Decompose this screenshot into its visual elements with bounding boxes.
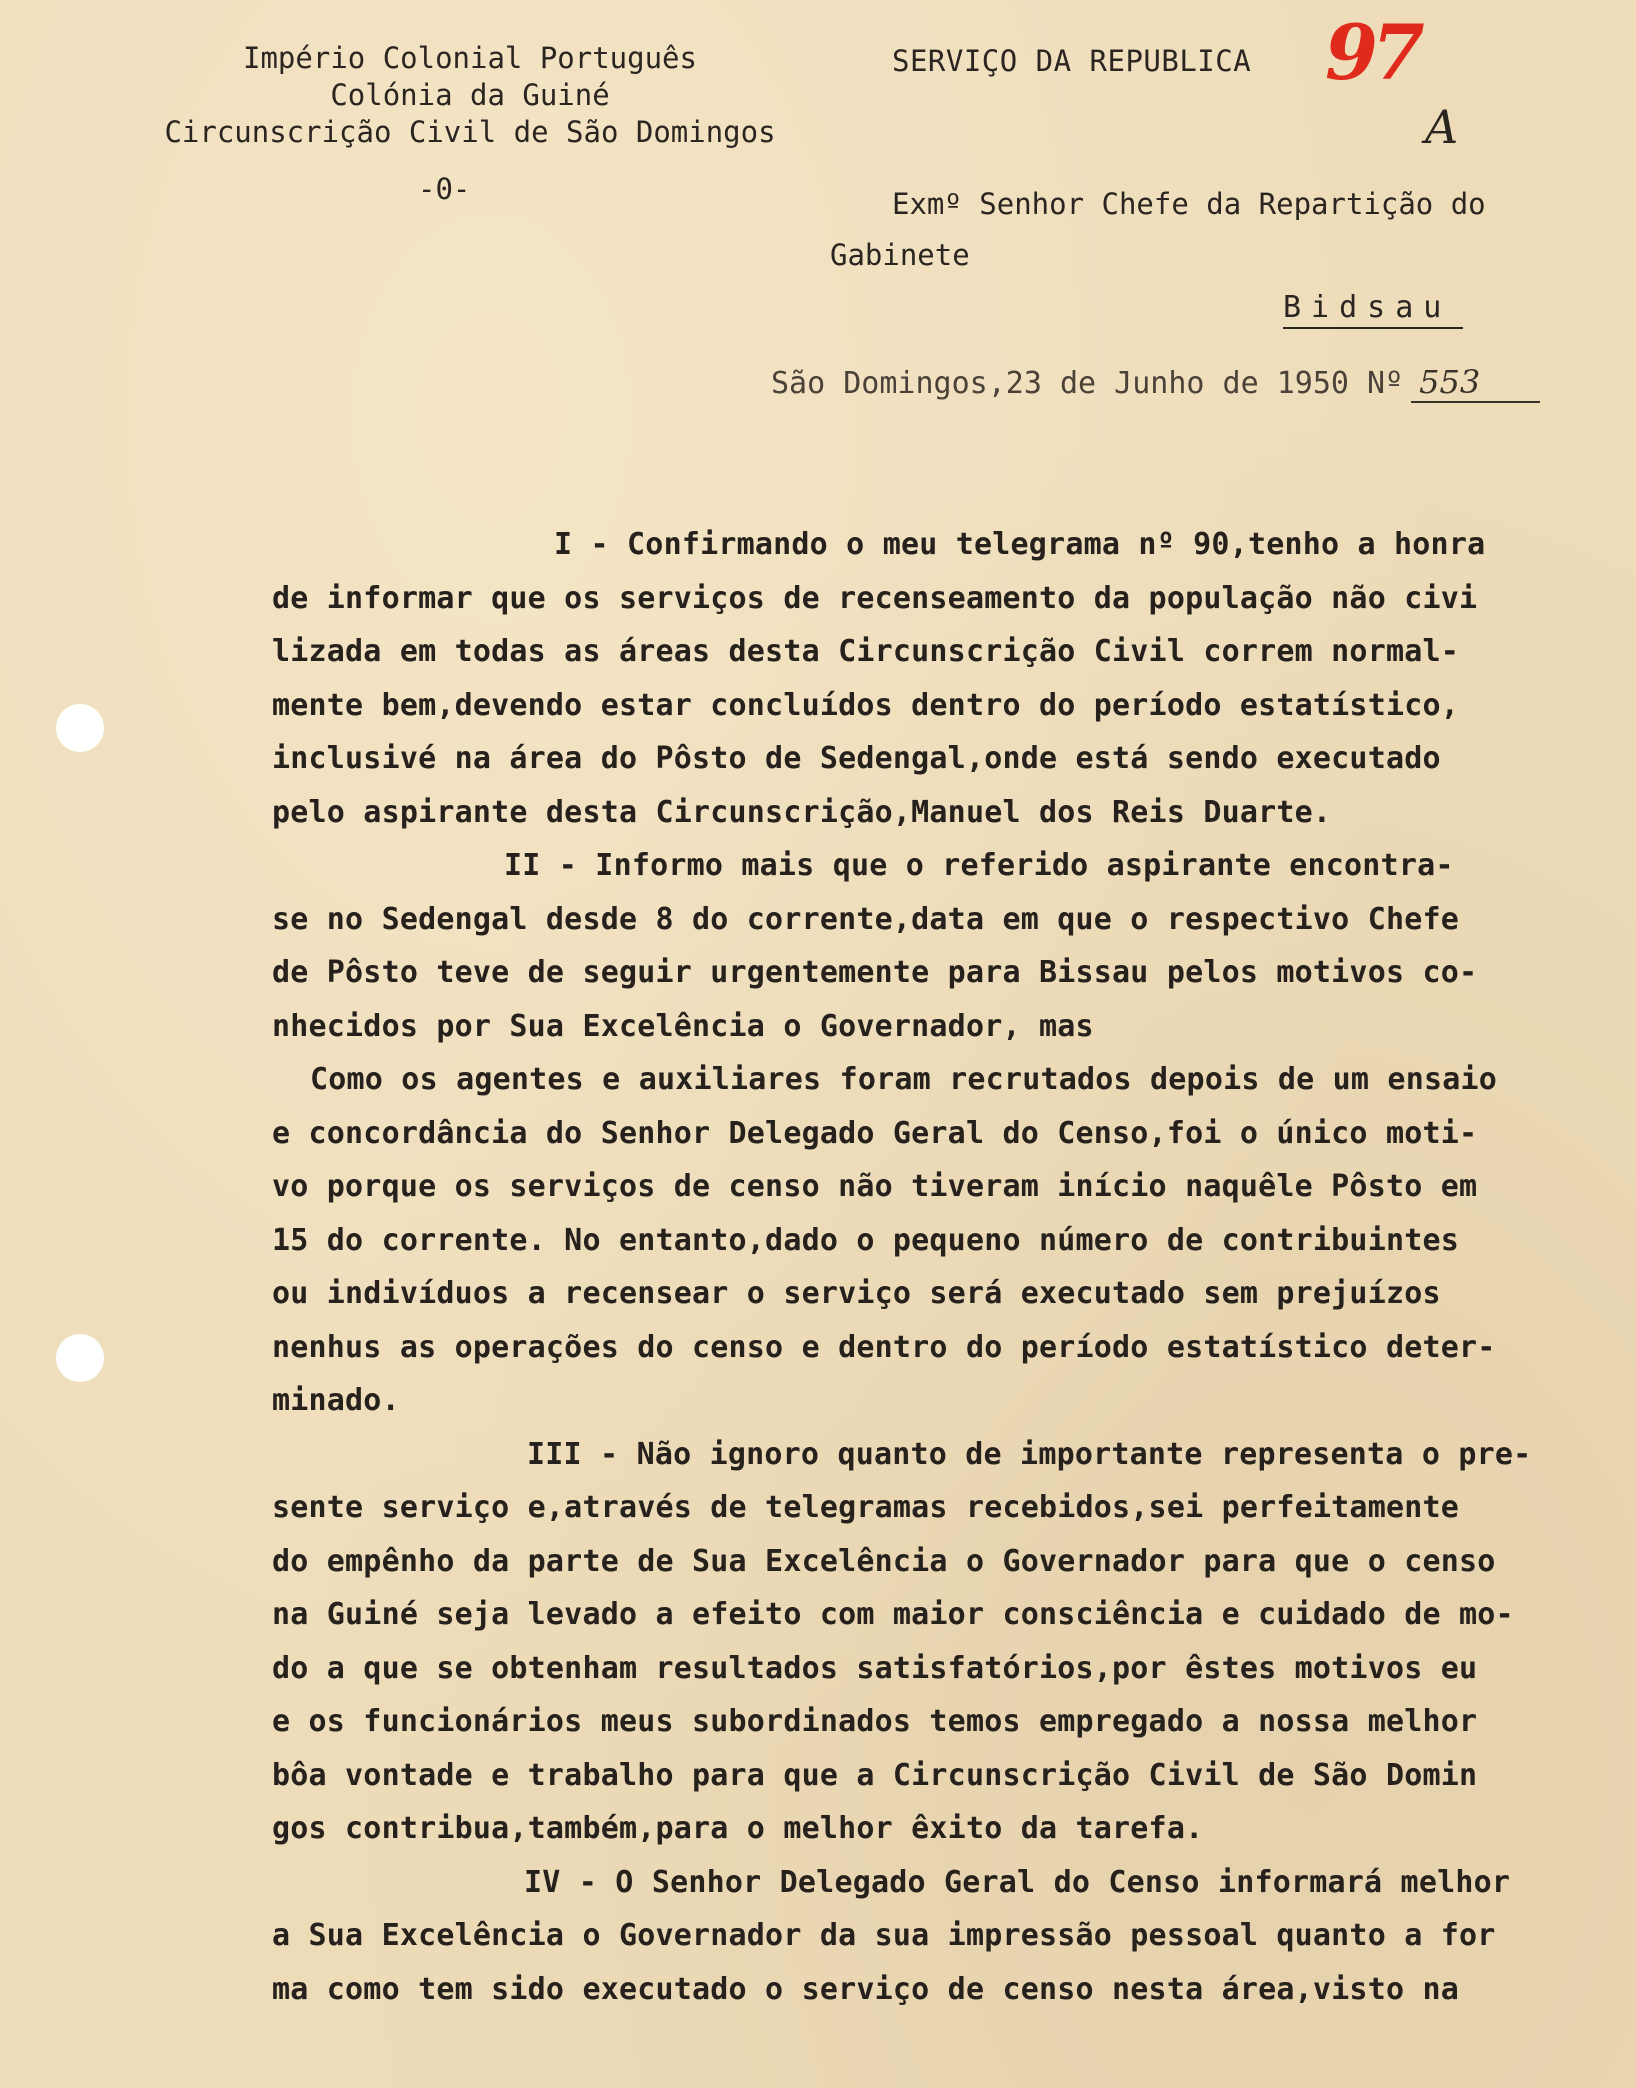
body-line: 15 do corrente. No entanto,dado o pequeno número de contribuintes [272,1222,1459,1258]
document-number-handwritten: 553 [1411,363,1540,403]
body-line: II - Informo mais que o referido aspirante encontra- [504,848,1454,883]
body-line: de informar que os serviços de recenseamento da população não civi [272,580,1478,616]
body-line: vo porque os serviços de censo não tiveram início naquêle Pôsto em [272,1169,1478,1204]
folio-number-handwritten: 97 [1325,8,1419,97]
punch-hole [56,704,104,752]
body-line: nenhus as operações do censo e dentro do período estatístico deter- [272,1329,1496,1365]
addressee-city: Bidsau [1283,290,1463,329]
service-heading: SERVIÇO DA REPUBLICA [892,44,1252,78]
addressee-line: Exmº Senhor Chefe da Repartição do [892,187,1486,221]
body-line: minado. [272,1383,400,1418]
body-line: se no Sedengal desde 8 do corrente,data em que o respectivo Chefe [272,901,1459,937]
punch-hole [56,1334,104,1382]
header-line-colony: Colónia da Guiné [330,78,610,112]
body-line: IV - O Senhor Delegado Geral do Censo informará melhor [524,1864,1511,1900]
body-line: Como os agentes e auxiliares foram recrutados depois de um ensaio [310,1062,1497,1097]
addressee-department: Gabinete [830,238,970,272]
body-line: III - Não ignoro quanto de importante representa o pre- [527,1436,1532,1472]
body-line: gos contribua,também,para o melhor êxito da tarefa. [272,1811,1204,1846]
body-line: de Pôsto teve de seguir urgentemente para Bissau pelos motivos co- [272,955,1478,990]
body-line: bôa vontade e trabalho para que a Circunscrição Civil de São Domin [272,1757,1478,1793]
body-line: do a que se obtenham resultados satisfatórios,por êstes motivos eu [272,1650,1478,1686]
body-line: mente bem,devendo estar concluídos dentro do período estatístico, [272,687,1459,723]
body-line: lizada em todas as áreas desta Circunscrição Civil correm normal- [272,634,1459,669]
rubric-initial-handwritten: A [1425,100,1459,154]
body-line: na Guiné seja levado a efeito com maior consciência e cuidado de mo- [272,1597,1514,1632]
letter-body [272,518,1592,2016]
body-line: e os funcionários meus subordinados temos empregado a nossa melhor [272,1704,1478,1739]
body-line: inclusivé na área do Pôsto de Sedengal,onde está sendo executado [272,741,1441,776]
body-line: e concordância do Senhor Delegado Geral do Censo,foi o único moti- [272,1115,1478,1151]
body-line: I - Confirmando o meu telegrama nº 90,tenho a honra [554,527,1486,562]
date-line [771,363,1540,401]
body-line: ma como tem sido executado o serviço de censo nesta área,visto na [272,1971,1459,2007]
date-text: São Domingos,23 de Junho de 1950 Nº [771,366,1404,401]
body-line: pelo aspirante desta Circunscrição,Manuel dos Reis Duarte. [272,794,1332,830]
body-line: sente serviço e,através de telegramas recebidos,sei perfeitamente [272,1490,1459,1525]
body-line: a Sua Excelência o Governador da sua impressão pessoal quanto a for [272,1918,1496,1953]
body-line: do empênho da parte de Sua Excelência o Governador para que o censo [272,1543,1496,1579]
header-line-empire: Império Colonial Português [243,41,697,75]
body-line: ou indivíduos a recensear o serviço será executado sem prejuízos [272,1276,1441,1311]
header-line-circumscription: Circunscrição Civil de São Domingos [164,115,776,149]
header-organization [110,40,830,151]
header-separator: -0- [418,172,471,206]
body-line: nhecidos por Sua Excelência o Governador, mas [272,1008,1094,1044]
